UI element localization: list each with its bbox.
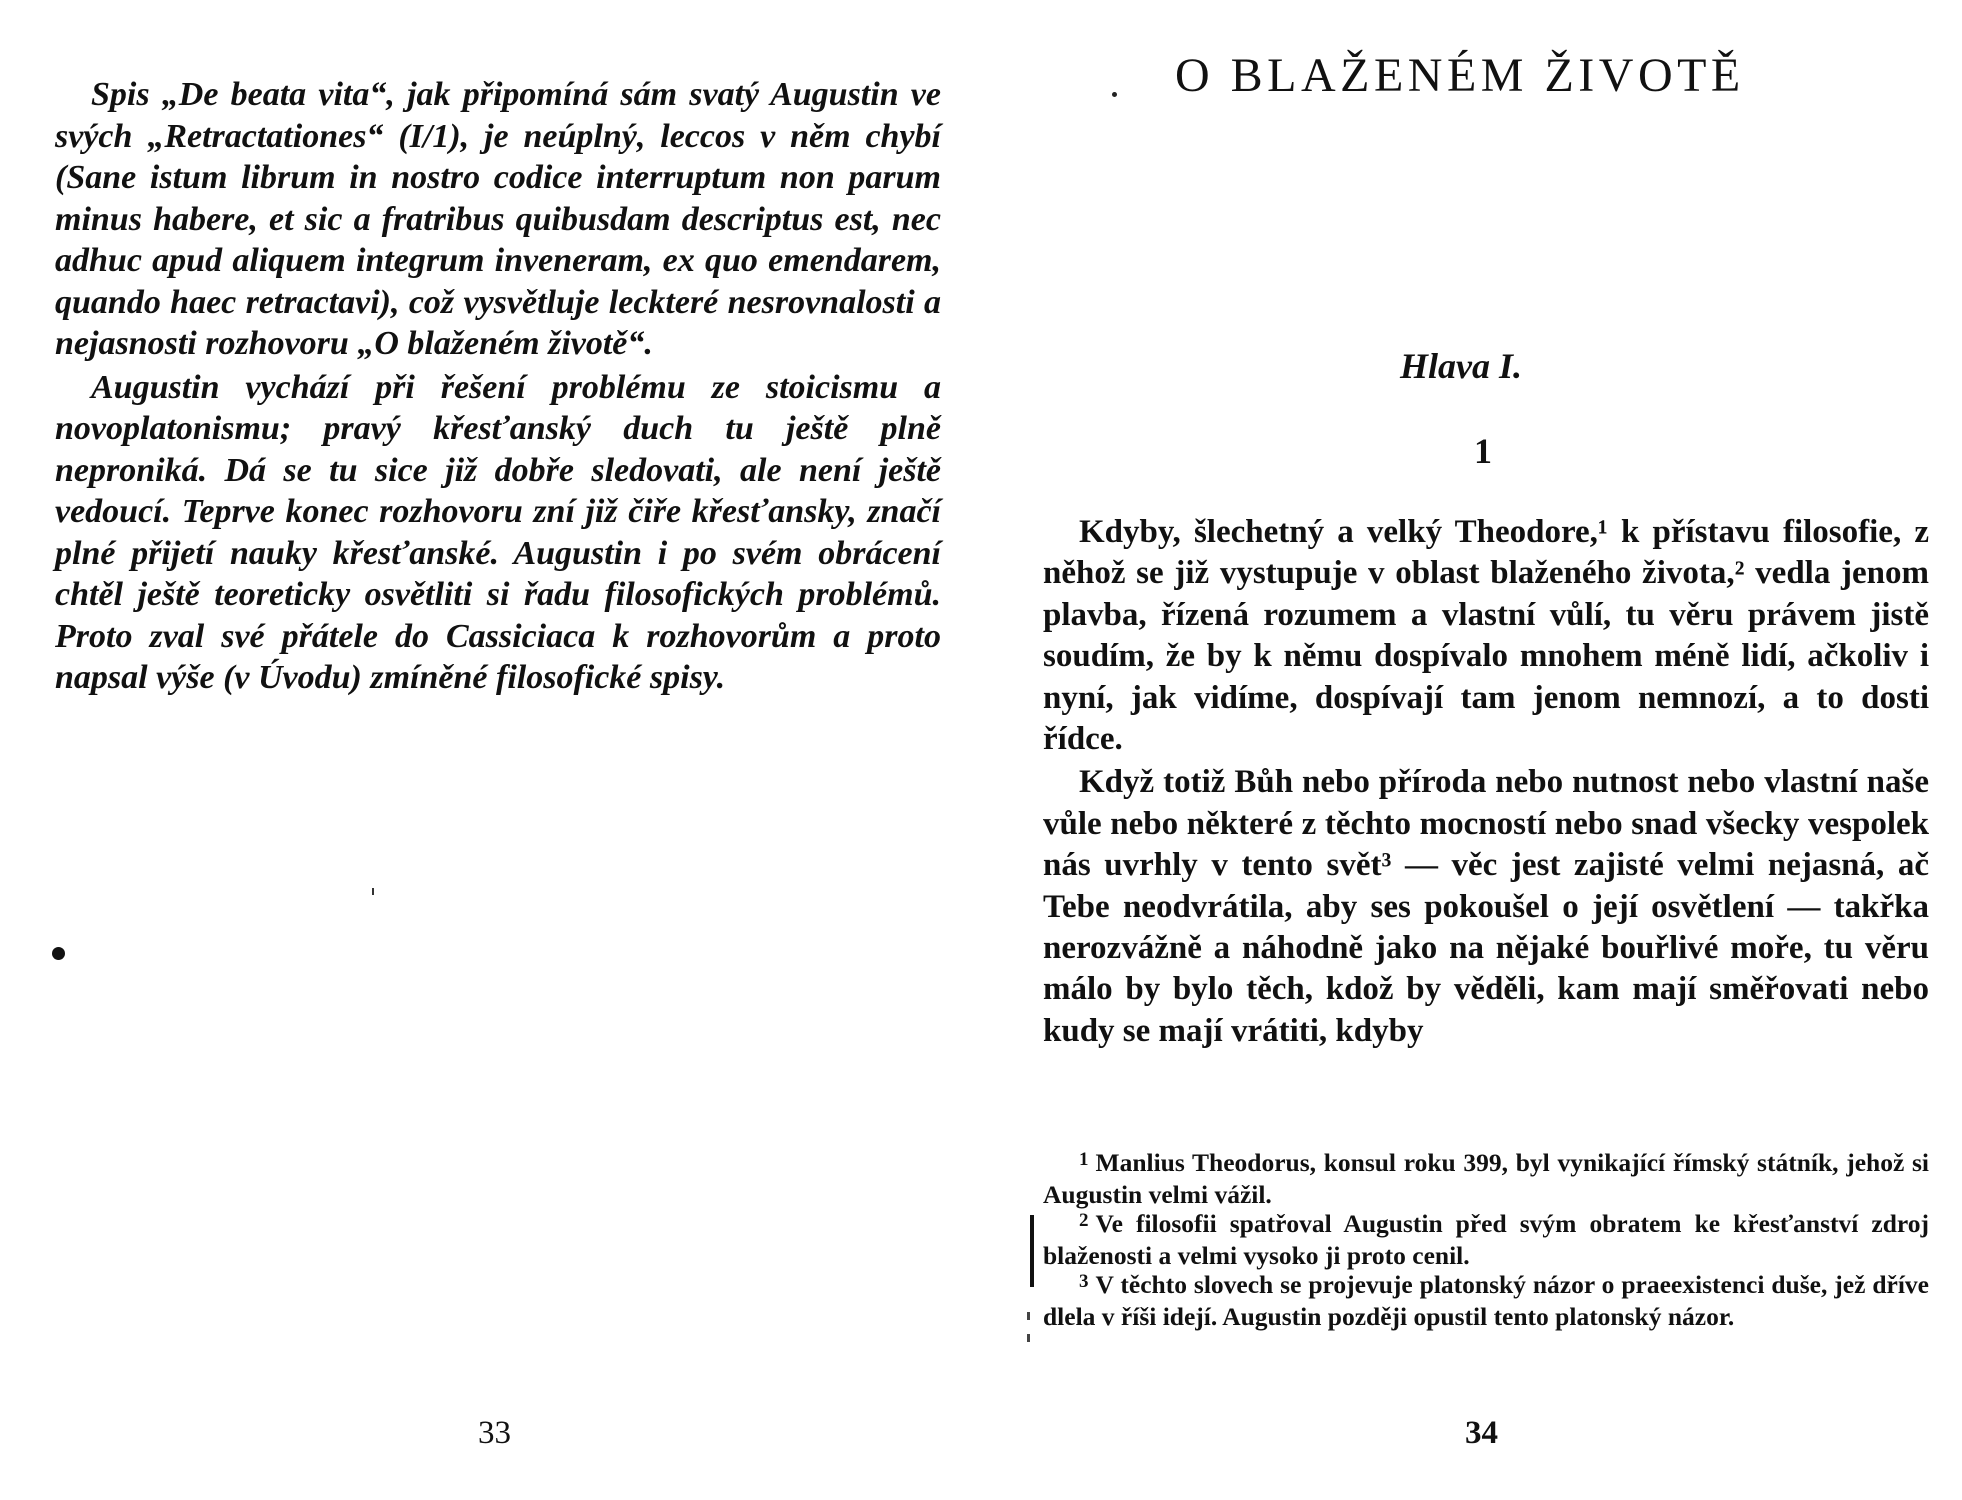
footnote-number: 2 <box>1079 1210 1089 1231</box>
page-number-right: 34 <box>1465 1415 1498 1451</box>
footnote-text: Ve filosofii spatřoval Augustin před svým obratem ke křesťanství zdroj blaženosti a velmi vysoko ji proto cenil. <box>1043 1209 1929 1270</box>
margin-marker-bar <box>1030 1215 1034 1287</box>
body-text <box>1043 512 1929 1052</box>
bullet-dot-mark <box>52 947 65 960</box>
footnote-2 <box>1043 1209 1929 1270</box>
footnote-number: 1 <box>1079 1149 1089 1170</box>
book-title: O BLAŽENÉM ŽIVOTĚ <box>1175 49 1745 102</box>
body-paragraph-1: Kdyby, šlechetný a velký Theodore,¹ k přístavu filosofie, z něhož se již vystupuje v oblast blaženého života,² vedla jenom plavba, řízená rozumem a vlastní vůlí, tu věru právem jistě soudím, že by k němu dospívalo mnohem méně lidí, ačkoliv i nyní, jak vidíme, dospívají tam jenom nemnozí, a to dosti řídce. <box>1043 514 1929 758</box>
title-dot-mark <box>1112 92 1117 97</box>
section-number: 1 <box>1474 431 1492 471</box>
margin-tick-mark <box>1027 1334 1030 1342</box>
page-number-left: 33 <box>478 1415 511 1451</box>
body-paragraph-2: Když totiž Bůh nebo příroda nebo nutnost nebo vlastní naše vůle nebo některé z těchto mocností nebo snad všecky vespolek nás uvrhly v tento svět³ — věc jest zajisté velmi nejasná, ač Tebe neodvrátila, aby ses pokoušel o její osvětlení — takřka nerozvážně a náhodně jako na nějaké bouřlivé moře, tu věru málo by bylo těch, kdož by věděli, kam mají směřovati nebo kudy se mají vrátiti, kdyby <box>1043 764 1929 1049</box>
footnote-number: 3 <box>1079 1271 1089 1292</box>
footnote-1 <box>1043 1148 1929 1209</box>
intro-paragraph-1: Spis „De beata vita“, jak připomíná sám svatý Augustin ve svých „Retractationes“ (I/1), je neúplný, leccos v něm chybí (Sane istum librum in nostro codice interruptum non parum minus habere, et sic a fratribus quibusdam descriptus est, nec adhuc apud aliquem integrum inveneram, ex quo emendarem, quando haec retractavi), což vysvětluje leckteré nesrovnalosti a nejasnosti rozhovoru „O blaženém životě“. <box>55 76 941 362</box>
footnote-text: V těchto slovech se projevuje platonský názor o praeexistenci duše, jež dříve dlela v říši idejí. Augustin později opustil tento platonský názor. <box>1043 1270 1929 1331</box>
intro-paragraph-2: Augustin vychází při řešení problému ze stoicismu a novoplatonismu; pravý křesťanský duch tu ještě plně neproniká. Dá se tu sice již dobře sledovati, ale není ještě vedoucí. Teprve konec rozhovoru zní již čiře křesťansky, značí plné přijetí nauky křesťanské. Augustin i po svém obrácení chtěl ještě teoreticky osvětliti si řadu filosofických problémů. Proto zval své přátele do Cassiciaca k rozhovorům a proto napsal výše (v Úvodu) zmíněné filosofické spisy. <box>55 368 941 696</box>
footnote-3 <box>1043 1270 1929 1331</box>
stray-mark <box>372 888 374 895</box>
margin-tick-mark <box>1027 1312 1030 1320</box>
footnote-text: Manlius Theodorus, konsul roku 399, byl vynikající římský státník, jehož si Augustin velmi vážil. <box>1043 1148 1929 1209</box>
intro-text <box>55 74 941 699</box>
chapter-heading: Hlava I. <box>1400 346 1522 386</box>
footnotes <box>1043 1148 1929 1331</box>
